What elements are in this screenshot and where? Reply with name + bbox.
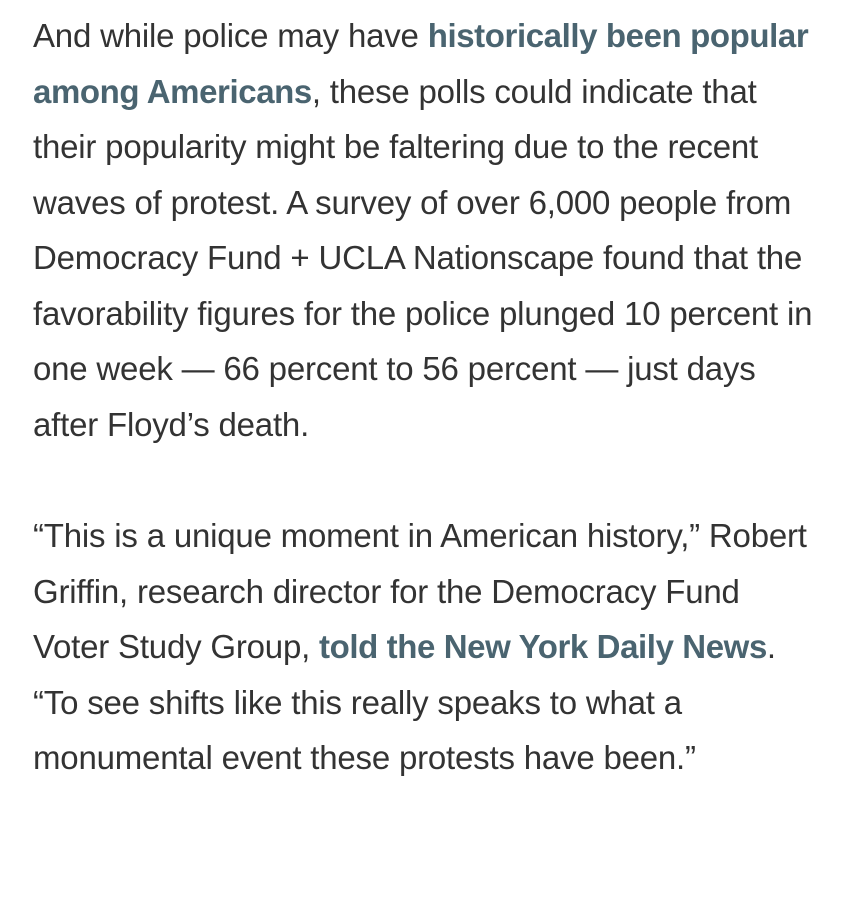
paragraph-text: , these polls could indicate that their popularity might be faltering due to the recent waves of protest. A survey of over 6,000 people from Democracy Fund + UCLA Nationscape found that the favorability figures for the police plunged 10 percent in one week — 66 percent to 56 percent — just days after Floyd’s death. (33, 72, 813, 443)
article-body (33, 8, 823, 786)
ny-daily-news-link[interactable]: told the New York Daily News (319, 628, 767, 665)
paragraph-text: . “To see shifts like this really speaks to what a monumental event these protests have been.” (33, 628, 776, 776)
paragraph-text: And while police may have (33, 17, 428, 54)
paragraph-police-popularity (33, 8, 823, 452)
paragraph-griffin-quote (33, 508, 823, 786)
historically-popular-link[interactable]: historically been popular among Americans (33, 17, 809, 110)
paragraph-text: “This is a unique moment in American history,” Robert Griffin, research director for the Democracy Fund Voter Study Group, (33, 517, 807, 665)
